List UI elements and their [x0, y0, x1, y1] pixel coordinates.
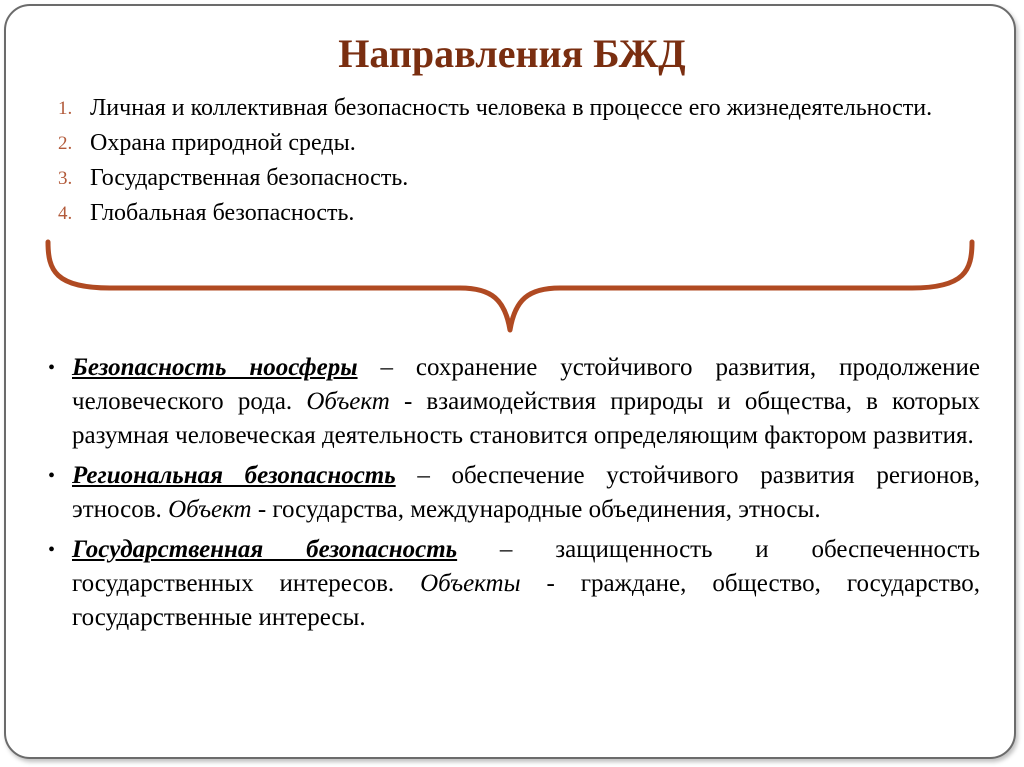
direction-number: 4. — [58, 203, 73, 224]
definition-term: Региональная безопасность — [72, 462, 396, 489]
object-label: Объекты — [420, 570, 521, 597]
direction-number: 2. — [58, 133, 73, 154]
definitions-list — [48, 351, 980, 641]
definition-desc: сохранение устойчивого развития, продолжение человеческого рода. — [72, 354, 980, 415]
definition-dash: – — [457, 536, 556, 563]
definition-text — [72, 459, 980, 527]
direction-number: 1. — [58, 98, 73, 119]
direction-text: Глобальная безопасность. — [90, 200, 355, 226]
object-text: - граждане, общество, государство, государственные интересы. — [72, 570, 981, 631]
object-text: - государства, международные объединения, этносы. — [251, 496, 821, 523]
definition-dash: – — [357, 354, 416, 381]
direction-text: Охрана природной среды. — [90, 130, 356, 156]
definition-desc: защищенность и обеспеченность государственных интересов. — [72, 536, 981, 597]
definition-term: Государственная безопасность — [72, 536, 458, 563]
definition-dash: – — [395, 462, 452, 489]
definition-desc: обеспечение устойчивого развития регионов, этносов. — [72, 462, 980, 523]
definition-item — [48, 459, 980, 527]
definition-text — [72, 533, 980, 635]
object-label: Объект — [306, 388, 390, 415]
bullet-icon: • — [48, 539, 56, 561]
bullet-icon: • — [48, 357, 56, 379]
definition-item — [48, 351, 980, 453]
object-text: - взаимодействия природы и общества, в которых разумная человеческая деятельность становится определяющим фактором развития. — [72, 388, 980, 449]
slide-title: Направления БЖД — [338, 31, 686, 76]
direction-text: Государственная безопасность. — [90, 165, 409, 191]
definition-text — [72, 351, 980, 453]
direction-number: 3. — [58, 168, 73, 189]
definition-item — [48, 533, 980, 635]
direction-text: Личная и коллективная безопасность человека в процессе его жизнедеятельности. — [90, 95, 933, 121]
bullet-icon: • — [48, 465, 56, 487]
definition-term: Безопасность ноосферы — [72, 354, 358, 381]
object-label: Объект — [168, 496, 252, 523]
